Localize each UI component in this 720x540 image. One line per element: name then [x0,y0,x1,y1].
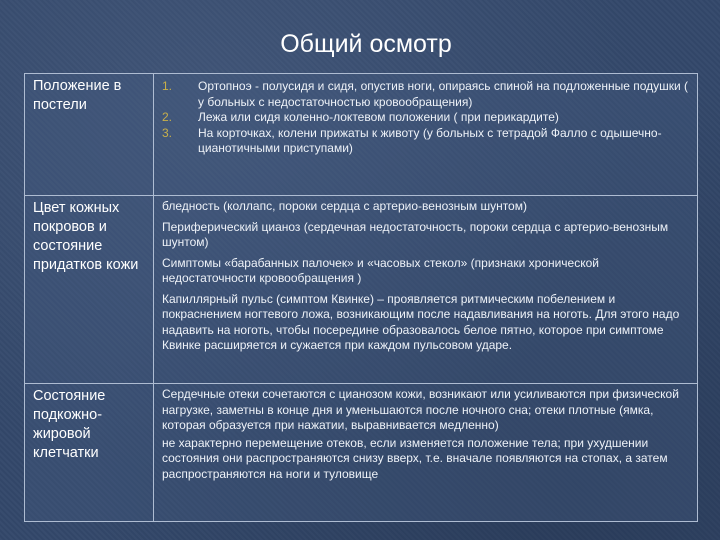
row-content [154,74,698,196]
row-content [154,384,698,522]
row-content [154,196,698,384]
paragraph: не характерно перемещение отеков, если изменяется положение тела; при ухудшении состояния они распространяются снизу вверх, т.е. вначале появляются на стопах, а затем распространяются на ноги и туловище [162,435,668,481]
list-item-number: 3. [162,125,173,140]
list-item-text: На корточках, колени прижаты к животу (у больных с тетрадой Фалло с одышечно-цианотичными приступами) [198,125,662,155]
list-item-text: Лежа или сидя коленно-локтевом положении ( при перикардите) [198,110,559,124]
paragraph: Периферический цианоз (сердечная недостаточность, пороки сердца с артерио-венозным шунтом) [162,219,669,249]
paragraph: Капиллярный пульс (симптом Квинке) – проявляется ритмическим побелением и покраснением ногтевого ложа, возникающим после надавливания на ноготь. Для этого надо надавить на ноготь, чтобы посередине образовалось белое пятно, которое при симптоме Квинке расширяется и сужается при каждом пульсовом ударе. [162,291,680,352]
list-item [162,110,691,126]
slide-title: Общий осмотр [280,30,452,58]
list-item-number: 1. [162,79,173,93]
table-row-subcutaneous-fat [25,384,698,522]
row-label: Положение в постели [25,74,154,196]
row-label: Состояние подкожно-жировой клетчатки [25,384,154,522]
row-label: Цвет кожных покровов и состояние придатков кожи [25,196,154,384]
paragraph: бледность (коллапс, пороки сердца с артерио-венозным шунтом) [162,199,527,213]
examination-table [24,73,698,522]
list-item [162,126,691,157]
list-item [162,79,691,110]
list-item-number: 2. [162,110,173,124]
paragraph: Симптомы «барабанных палочек» и «часовых стекол» (признаки хронической недостаточности кровообращения ) [162,255,599,285]
paragraph: Сердечные отеки сочетаются с цианозом кожи, возникают или усиливаются при физической нагрузке, заметны в конце дня и уменьшаются после ночного сна; отеки плотные (ямка, которая образуется при нажатии, выравнивается медленно) [162,387,679,432]
table-row-skin-color [25,196,698,384]
table-row-position-in-bed [25,74,698,196]
list-item-text: Ортопноэ - полусидя и сидя, опустив ноги, опираясь спиной на подложенные подушки ( у больных с недостаточностью кровообращения) [198,79,689,109]
